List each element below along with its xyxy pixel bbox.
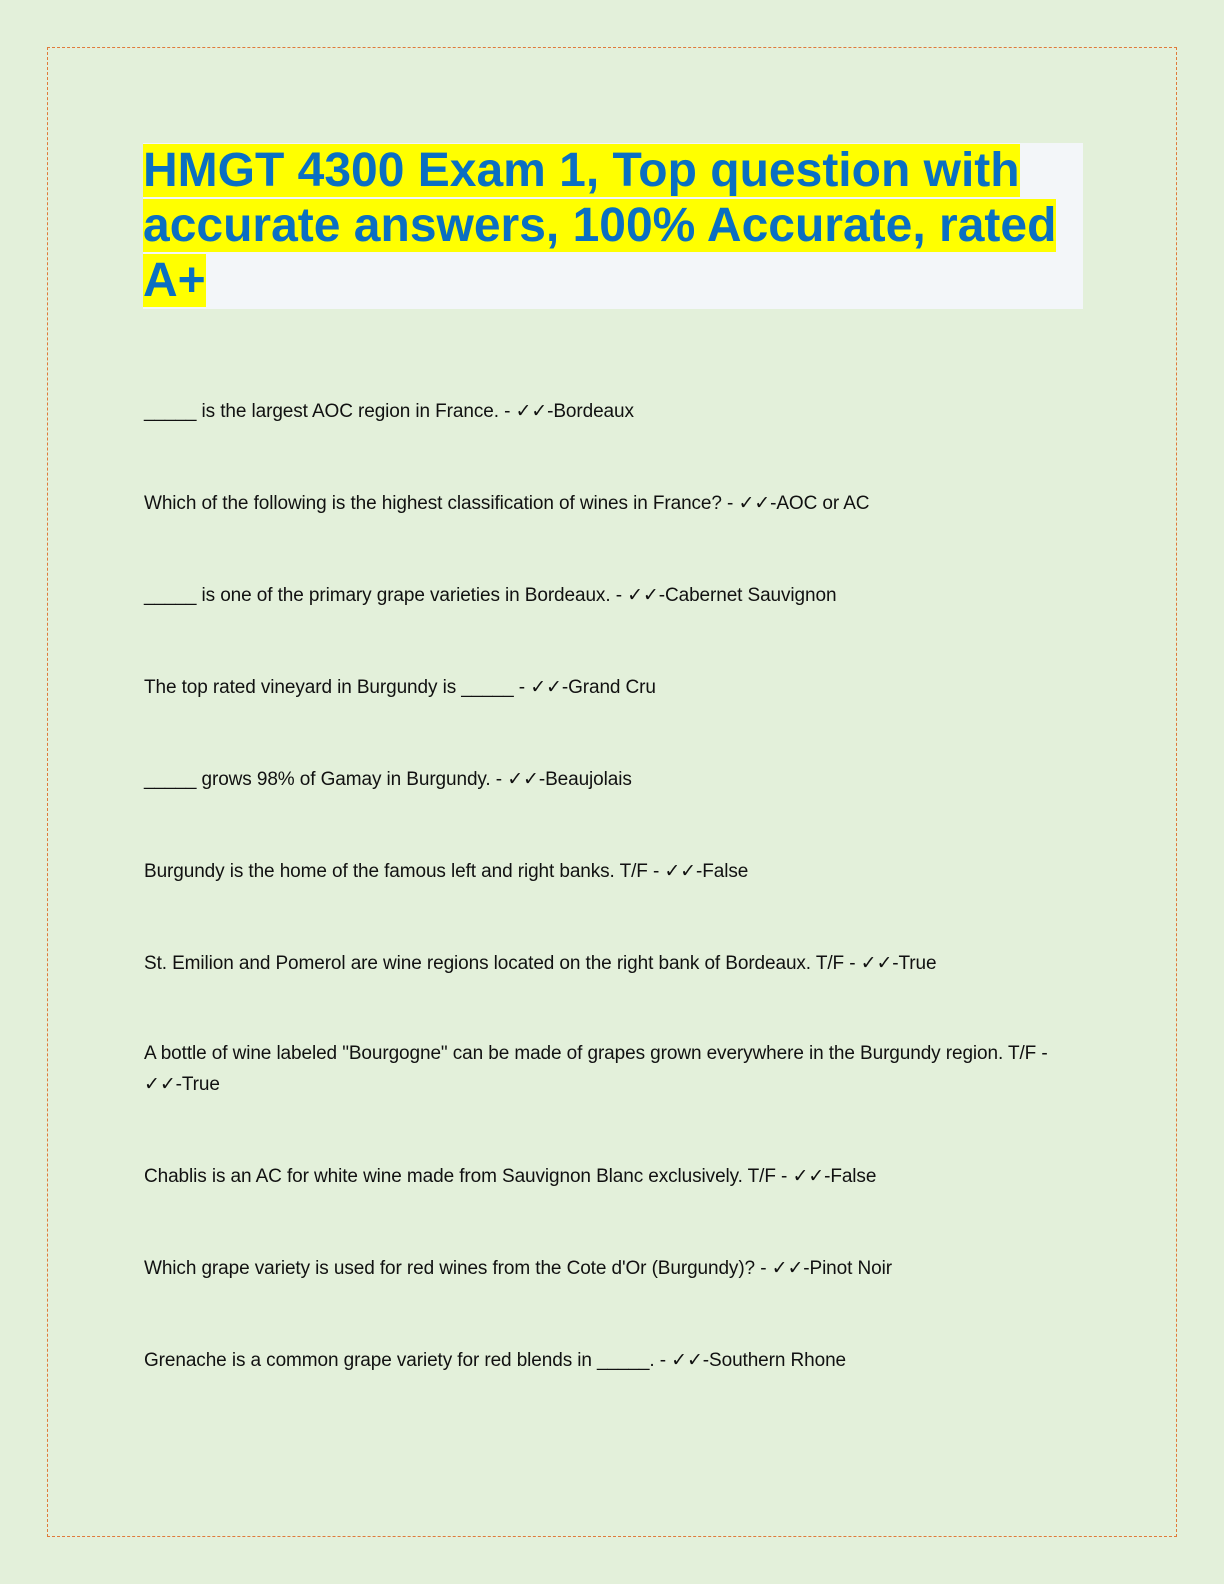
separator: - xyxy=(721,493,739,514)
separator: - xyxy=(610,585,628,606)
qa-item-7 xyxy=(144,948,1084,979)
qa-item-3 xyxy=(144,580,1084,611)
answer-text: -True xyxy=(175,1074,220,1095)
qa-item-5 xyxy=(144,764,1084,795)
question-text: St. Emilion and Pomerol are wine regions located on the right bank of Bordeaux. T/F xyxy=(144,953,845,974)
answer-text: -Bordeaux xyxy=(547,401,634,422)
qa-item-2 xyxy=(144,488,1084,519)
separator: - xyxy=(513,677,531,698)
qa-item-8 xyxy=(144,1038,1074,1100)
title-highlight: HMGT 4300 Exam 1, Top question with accurate answers, 100% Accurate, rated A+ xyxy=(143,144,1057,307)
qa-item-9 xyxy=(144,1161,1084,1192)
qa-item-10 xyxy=(144,1253,1084,1284)
answer-text: -False xyxy=(824,1166,877,1187)
title-block xyxy=(143,143,1083,309)
answer-text: -Pinot Noir xyxy=(803,1258,892,1279)
check-mark-icon: ✓✓ xyxy=(771,1258,804,1279)
separator: - xyxy=(844,953,861,974)
check-mark-icon: ✓✓ xyxy=(530,677,562,698)
qa-item-1 xyxy=(144,396,1084,427)
check-mark-icon: ✓✓ xyxy=(664,861,696,882)
question-text: _____ is the largest AOC region in France. xyxy=(144,401,499,422)
check-mark-icon: ✓✓ xyxy=(792,1166,825,1187)
question-text: Burgundy is the home of the famous left and right banks. T/F xyxy=(144,861,648,882)
check-mark-icon: ✓✓ xyxy=(627,585,659,606)
separator: - xyxy=(775,1166,793,1187)
separator: - xyxy=(755,1258,772,1279)
check-mark-icon: ✓✓ xyxy=(738,493,771,514)
qa-item-6 xyxy=(144,856,1084,887)
question-text: Which of the following is the highest classification of wines in France? xyxy=(144,493,722,514)
question-text: _____ grows 98% of Gamay in Burgundy. xyxy=(144,769,491,790)
document-title xyxy=(143,143,1083,308)
question-text: Grenache is a common grape variety for red blends in _____. xyxy=(144,1350,655,1371)
check-mark-icon: ✓✓ xyxy=(671,1350,703,1371)
separator: - xyxy=(654,1350,672,1371)
separator: - xyxy=(647,861,665,882)
answer-text: -Beaujolais xyxy=(538,769,632,790)
check-mark-icon: ✓✓ xyxy=(507,769,539,790)
check-mark-icon: ✓✓ xyxy=(515,401,548,422)
question-text: Which grape variety is used for red wines from the Cote d'Or (Burgundy)? xyxy=(144,1258,756,1279)
answer-text: -False xyxy=(696,861,749,882)
question-text: Chablis is an AC for white wine made from Sauvignon Blanc exclusively. T/F xyxy=(144,1166,776,1187)
answer-text: -Cabernet Sauvignon xyxy=(658,585,837,606)
separator: - xyxy=(498,401,516,422)
answer-text: -Southern Rhone xyxy=(702,1350,847,1371)
qa-item-4 xyxy=(144,672,1084,703)
separator: - xyxy=(1036,1043,1048,1064)
question-text: The top rated vineyard in Burgundy is _____ xyxy=(144,677,514,698)
question-text: _____ is one of the primary grape varieties in Bordeaux. xyxy=(144,585,611,606)
separator: - xyxy=(490,769,508,790)
answer-text: -Grand Cru xyxy=(561,677,656,698)
answer-text: -True xyxy=(892,953,937,974)
qa-item-11 xyxy=(144,1345,1084,1376)
check-mark-icon: ✓✓ xyxy=(144,1074,176,1095)
check-mark-icon: ✓✓ xyxy=(860,953,893,974)
answer-text: -AOC or AC xyxy=(770,493,870,514)
question-text: A bottle of wine labeled "Bourgogne" can be made of grapes grown everywhere in the Burgundy region. T/F xyxy=(144,1043,1037,1064)
